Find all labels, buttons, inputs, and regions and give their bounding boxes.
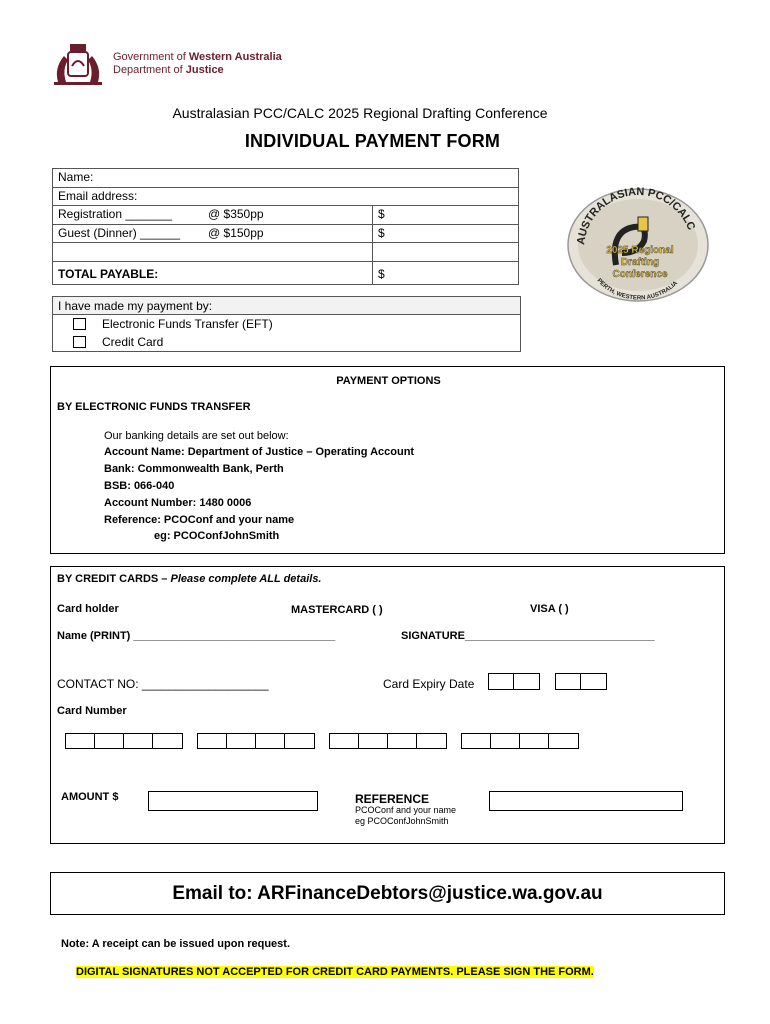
expiry-year-boxes[interactable] bbox=[555, 673, 607, 690]
reference-example: eg: PCOConfJohnSmith bbox=[154, 530, 280, 542]
badge-line3: Conference bbox=[612, 269, 668, 280]
signature-field[interactable]: SIGNATURE_______________________________ bbox=[401, 630, 655, 642]
eft-checkbox[interactable] bbox=[73, 318, 86, 330]
page-title: INDIVIDUAL PAYMENT FORM bbox=[244, 131, 501, 151]
card-number-label: Card Number bbox=[57, 705, 127, 717]
card-number-group-3[interactable] bbox=[329, 733, 447, 749]
conference-subtitle: Australasian PCC/CALC 2025 Regional Drafting Conference bbox=[172, 105, 548, 121]
payment-options-box bbox=[50, 366, 725, 554]
eft-option[interactable]: Electronic Funds Transfer (EFT) bbox=[53, 315, 520, 333]
credit-card-option[interactable]: Credit Card bbox=[53, 333, 520, 351]
eft-heading: BY ELECTRONIC FUNDS TRANSFER bbox=[57, 401, 251, 413]
email-instruction: Email to: ARFinanceDebtors@justice.wa.gov.au bbox=[50, 872, 725, 915]
name-row[interactable]: Name: bbox=[53, 169, 518, 188]
expiry-label: Card Expiry Date bbox=[383, 677, 475, 691]
amount-label: AMOUNT $ bbox=[61, 791, 119, 803]
reference-input[interactable] bbox=[489, 791, 683, 811]
guest-row[interactable]: Guest (Dinner) ______ @ $150pp $ bbox=[53, 225, 518, 244]
banking-intro: Our banking details are set out below: bbox=[104, 430, 289, 442]
contact-number-field[interactable]: CONTACT NO: ___________________ bbox=[57, 677, 269, 691]
receipt-note: Note: A receipt can be issued upon request. bbox=[61, 938, 291, 950]
payment-method-heading: I have made my payment by: bbox=[53, 297, 520, 315]
reference-hint-2: eg PCOConfJohnSmith bbox=[355, 816, 449, 826]
card-number-group-1[interactable] bbox=[65, 733, 183, 749]
gov-name: Government of Western Australia bbox=[113, 51, 282, 63]
registration-row[interactable]: Registration _______ @ $350pp $ bbox=[53, 206, 518, 225]
card-number-group-4[interactable] bbox=[461, 733, 579, 749]
conference-badge-logo bbox=[566, 187, 710, 305]
account-number: Account Number: 1480 0006 bbox=[104, 497, 252, 509]
visa-option[interactable]: VISA ( ) bbox=[530, 603, 569, 615]
bank-name: Bank: Commonwealth Bank, Perth bbox=[104, 463, 284, 475]
blank-row bbox=[53, 243, 518, 262]
payment-method-table bbox=[52, 296, 521, 352]
wa-crest-logo bbox=[50, 42, 106, 86]
payment-options-title: PAYMENT OPTIONS bbox=[336, 375, 441, 387]
total-row[interactable]: TOTAL PAYABLE: $ bbox=[53, 262, 518, 284]
name-print-field[interactable]: Name (PRINT) _________________________________ bbox=[57, 630, 336, 642]
card-number-group-2[interactable] bbox=[197, 733, 315, 749]
reference-instruction: Reference: PCOConf and your name bbox=[104, 514, 295, 526]
bsb: BSB: 066-040 bbox=[104, 480, 175, 492]
credit-card-checkbox[interactable] bbox=[73, 336, 86, 348]
credit-card-heading: BY CREDIT CARDS – Please complete ALL details. bbox=[57, 573, 322, 585]
account-name: Account Name: Department of Justice – Operating Account bbox=[104, 446, 415, 458]
mastercard-option[interactable]: MASTERCARD ( ) bbox=[291, 604, 383, 616]
badge-line1: 2025 Regional bbox=[606, 245, 674, 256]
reference-hint-1: PCOConf and your name bbox=[355, 805, 457, 815]
dept-name: Department of Justice bbox=[113, 64, 224, 76]
badge-ring-text: AUSTRALASIAN PCC/CALC bbox=[575, 187, 698, 246]
amount-input[interactable] bbox=[148, 791, 318, 811]
badge-bottom-text: PERTH, WESTERN AUSTRALIA bbox=[595, 277, 679, 302]
reference-label: REFERENCE bbox=[355, 792, 430, 806]
details-table bbox=[52, 168, 519, 285]
card-holder-label: Card holder bbox=[57, 603, 119, 615]
badge-line2: Drafting bbox=[620, 257, 660, 268]
expiry-month-boxes[interactable] bbox=[488, 673, 540, 690]
email-row[interactable]: Email address: bbox=[53, 188, 518, 207]
credit-card-box bbox=[50, 566, 725, 844]
signature-warning: DIGITAL SIGNATURES NOT ACCEPTED FOR CREDIT CARD PAYMENTS. PLEASE SIGN THE FORM. bbox=[76, 966, 594, 978]
